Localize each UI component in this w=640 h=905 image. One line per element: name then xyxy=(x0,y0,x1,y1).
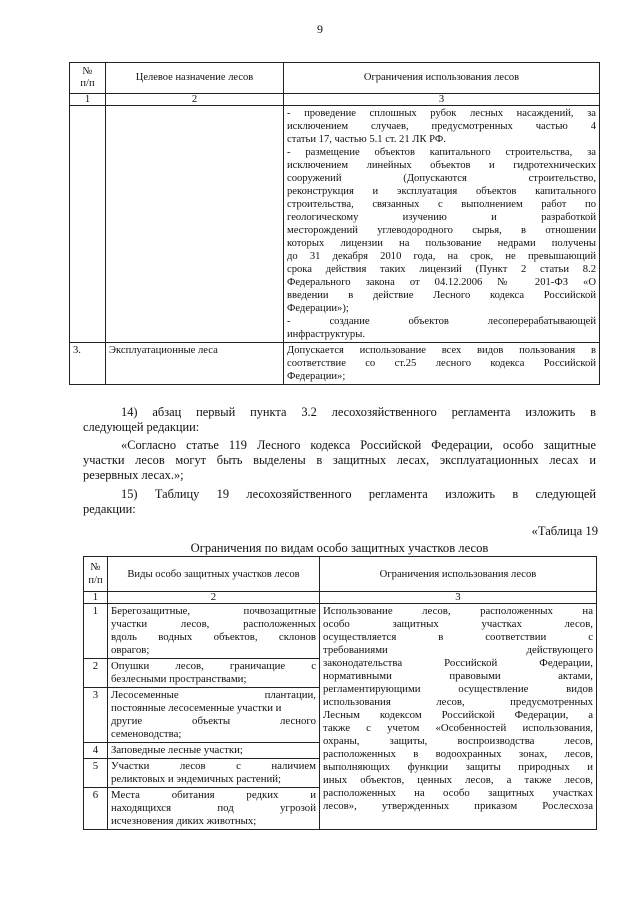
table-name: «Таблица 19 xyxy=(531,524,598,538)
text-line: расположенных в водоохранных зонах, лесов, xyxy=(323,748,593,760)
row-area-type xyxy=(108,788,320,830)
text-line: месторождений углеводородного сырья, в отношении xyxy=(287,225,596,236)
text-line: резервных лесах.»; xyxy=(83,468,184,482)
row-restrictions xyxy=(320,604,597,830)
row-purpose: Эксплуатационные леса xyxy=(106,343,284,385)
row-number: 6 xyxy=(84,788,108,830)
index-cell: 3 xyxy=(320,592,597,604)
index-cell: 3 xyxy=(284,94,600,106)
text-line: расположенных на особо защитных участках xyxy=(323,787,593,799)
text-line: Места обитания редких и xyxy=(111,789,316,801)
text-line: сооружений (Допускаются строительство, xyxy=(287,173,596,184)
protective-areas-table xyxy=(83,556,597,830)
header-purpose: Целевое назначение лесов xyxy=(106,63,284,94)
text-line: охраны, защиты, воспроизводства лесов, xyxy=(323,735,593,747)
text-line: требованиями действующего xyxy=(323,644,593,656)
table-row xyxy=(70,106,600,343)
text-line: - размещение объектов капитального строительства, за xyxy=(287,147,596,158)
text-line: особо защитных участках лесов, xyxy=(323,618,593,630)
table-row xyxy=(70,343,600,385)
text-line: которых лицензии на пользование недрами получены xyxy=(287,238,596,249)
text-line: реликтовых и эндемичных растений; xyxy=(111,773,282,785)
text-line: исключением линейных объектов и гидротехнических xyxy=(287,160,596,171)
text-line: находящихся под угрозой xyxy=(111,802,316,814)
row-area-type xyxy=(108,759,320,788)
text-line: геологическому изучению и разработкой xyxy=(287,212,596,223)
row-area-type xyxy=(108,604,320,659)
text-line: реконструкция и эксплуатация объектов капитального xyxy=(287,186,596,197)
row-restrictions xyxy=(284,106,600,343)
text-line: Допускается использование всех видов пользования в xyxy=(287,345,596,356)
text-line: участки лесов могут быть выделены в защитных лесах, эксплуатационных лесах и xyxy=(83,453,596,467)
text-line: Федерации»; xyxy=(287,371,346,382)
text-line: исключением случаев, предусмотренных частью 4 xyxy=(287,121,596,132)
row-number: 3. xyxy=(70,343,106,385)
text-line: Федерального закона от 04.12.2006 № 201-ФЗ «О xyxy=(287,277,596,288)
text-line: срока действия таких лицензий (Пункт 2 статьи 8.2 xyxy=(287,264,596,275)
text-line: «Согласно статье 119 Лесного кодекса Российской Федерации, особо защитные xyxy=(121,438,596,452)
text-line: вдоль водных объектов, склонов xyxy=(111,631,316,643)
text-line: до 31 декабря 2010 года, на срок, не превышающий xyxy=(287,251,596,262)
table-header-row xyxy=(70,63,600,94)
page-number: 9 xyxy=(317,22,323,36)
header-number: № п/п xyxy=(84,557,108,592)
table-index-row xyxy=(70,94,600,106)
text-line: участки лесов, расположенных xyxy=(111,618,316,630)
row-restrictions xyxy=(284,343,600,385)
text-line: соответствие со ст.25 лесного кодекса Российской xyxy=(287,358,596,369)
text-line: следующей редакции: xyxy=(83,420,200,434)
forest-purpose-table xyxy=(69,62,600,385)
text-line: статьи 17, частью 5.1 ст. 21 ЛК РФ. xyxy=(287,134,446,145)
row-number xyxy=(70,106,106,343)
header-number: № п/п xyxy=(70,63,106,94)
text-line: Лесосеменные плантации, xyxy=(111,689,316,701)
index-cell: 1 xyxy=(70,94,106,106)
index-cell: 2 xyxy=(106,94,284,106)
text-line: постоянные лесосеменные участки и xyxy=(111,702,282,714)
row-area-type xyxy=(108,743,320,759)
row-area-type xyxy=(108,688,320,743)
text-line: Берегозащитные, почвозащитные xyxy=(111,605,316,617)
index-cell: 1 xyxy=(84,592,108,604)
table-header-row xyxy=(84,557,597,592)
row-number: 4 xyxy=(84,743,108,759)
header-area-types: Виды особо защитных участков лесов xyxy=(108,557,320,592)
text-line: - проведение сплошных рубок лесных насаждений, за xyxy=(287,108,596,119)
text-line: Федерации»); xyxy=(287,303,349,314)
text-line: выполняющих функции защиты природных и xyxy=(323,761,593,773)
row-area-type xyxy=(108,659,320,688)
text-line: также с учетом «Особенностей использования, xyxy=(323,722,593,734)
text-line: иных объектов, ценных лесов, а также лесов, xyxy=(323,774,593,786)
text-line: Заповедные лесные участки; xyxy=(111,744,243,756)
paragraph-14 xyxy=(83,405,596,435)
text-line: законодательства Российской Федерации, xyxy=(323,657,593,669)
quote-paragraph xyxy=(83,438,596,483)
index-cell: 2 xyxy=(108,592,320,604)
text-line: лесов», утвержденных приказом Рослесхоза xyxy=(323,800,593,812)
header-restrictions: Ограничения использования лесов xyxy=(320,557,597,592)
text-line: редакции: xyxy=(83,502,136,516)
row-number: 1 xyxy=(84,604,108,659)
text-line: осуществляется в соответствии с xyxy=(323,631,593,643)
row-number: 2 xyxy=(84,659,108,688)
row-number: 3 xyxy=(84,688,108,743)
text-line: Использование лесов, расположенных на xyxy=(323,605,593,617)
table-row xyxy=(84,604,597,659)
row-purpose xyxy=(106,106,284,343)
text-line: семеноводства; xyxy=(111,728,182,740)
table-index-row xyxy=(84,592,597,604)
text-line: Лесным кодексом Российской Федерации, а xyxy=(323,709,593,721)
row-number: 5 xyxy=(84,759,108,788)
text-line: Опушки лесов, граничащие с xyxy=(111,660,316,672)
text-line: строительства, связанных с выполнением работ по xyxy=(287,199,596,210)
text-line: 14) абзац первый пункта 3.2 лесохозяйственного регламента изложить в xyxy=(121,405,596,419)
text-line: введении в действие Лесного кодекса Российской xyxy=(287,290,596,301)
text-line: - создание объектов лесоперерабатывающей xyxy=(287,316,596,327)
text-line: оврагов; xyxy=(111,644,150,656)
table-caption: Ограничения по видам особо защитных участков лесов xyxy=(190,541,489,555)
text-line: другие объекты лесного xyxy=(111,715,316,727)
paragraph-15 xyxy=(83,487,596,517)
text-line: исчезновения диких животных; xyxy=(111,815,257,827)
header-restrictions: Ограничения использования лесов xyxy=(284,63,600,94)
text-line: инфраструктуры. xyxy=(287,329,365,340)
text-line: 15) Таблицу 19 лесохозяйственного регламента изложить в следующей xyxy=(121,487,596,501)
text-line: безлесными пространствами; xyxy=(111,673,247,685)
text-line: регламентирующими осуществление видов xyxy=(323,683,593,695)
text-line: Участки лесов с наличием xyxy=(111,760,316,772)
text-line: нормативными правовыми актами, xyxy=(323,670,593,682)
text-line: использования лесов, предусмотренных xyxy=(323,696,593,708)
